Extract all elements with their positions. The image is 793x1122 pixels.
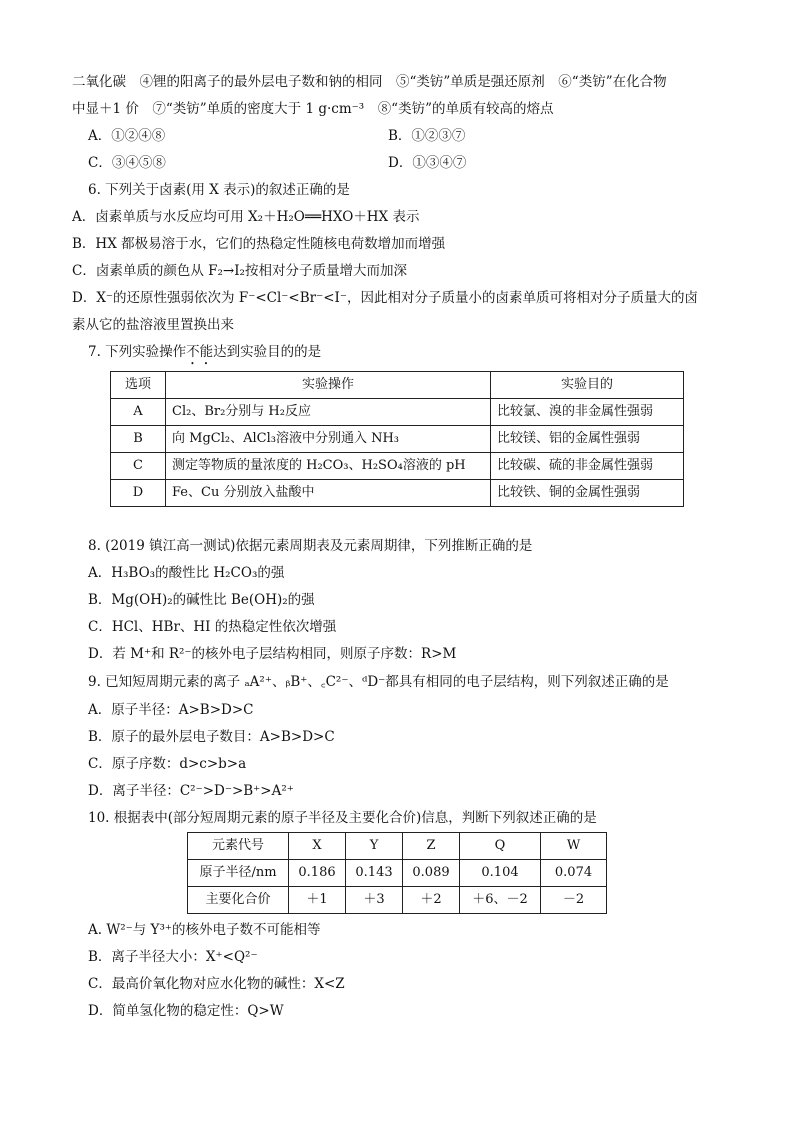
q10-option-d: D．简单氢化物的稳定性：Q>W (88, 1003, 284, 1019)
q6-option-d-line2: 素从它的盐溶液里置换出来 (72, 317, 234, 333)
q9-option-b: B．原子的最外层电子数目：A>B>D>C (88, 729, 335, 745)
q10-stem: 10. 根据表中(部分短周期元素的原子半径及主要化合价)信息，判断下列叙述正确的是 (88, 810, 597, 826)
q9-option-c: C．原子序数：d>c>b>a (88, 756, 247, 772)
q7-table-header (111, 372, 684, 399)
q7-header-option: 选项 (111, 372, 166, 399)
q10-valence-w: －2 (541, 887, 607, 914)
q7-header-purpose: 实验目的 (491, 372, 684, 399)
q7-stem-pre: 7. 下列实验操作 (88, 344, 187, 360)
q7-cell-operation: Cl₂、Br₂分别与 H₂反应 (166, 399, 491, 426)
q6-option-b: B．HX 都极易溶于水，它们的热稳定性随核电荷数增加而增强 (72, 236, 446, 252)
q6-stem: 6. 下列关于卤素(用 X 表示)的叙述正确的是 (88, 182, 350, 198)
q7-cell-option: D (111, 480, 166, 507)
q5-option-a: A．①②④⑧ (88, 128, 166, 144)
q10-radius-z: 0.089 (403, 860, 460, 887)
q7-stem-post: 达到实验目的的是 (213, 344, 322, 360)
q10-option-c: C．最高价氧化物对应水化物的碱性：X<Z (88, 976, 345, 992)
q10-option-a: A. W²⁻与 Y³⁺的核外电子数不可能相等 (88, 922, 321, 938)
q10-radius-y: 0.143 (346, 860, 403, 887)
q7-header-operation: 实验操作 (166, 372, 491, 399)
q8-option-a: A．H₃BO₃的酸性比 H₂CO₃的强 (88, 565, 285, 581)
q10-radius-x: 0.186 (289, 860, 346, 887)
q10-header-y: Y (346, 833, 403, 860)
q9-option-a: A．原子半径：A>B>D>C (88, 702, 254, 718)
q9-option-d: D．离子半径：C²⁻>D⁻>B⁺>A²⁺ (88, 783, 294, 799)
q10-header-x: X (289, 833, 346, 860)
q5-option-c: C．③④⑤⑧ (88, 155, 166, 171)
q10-radius-w: 0.074 (541, 860, 607, 887)
table-row (111, 426, 684, 453)
q8-option-c: C．HCl、HBr、HI 的热稳定性依次增强 (88, 619, 337, 635)
q7-table (110, 371, 684, 507)
q7-cell-operation: 测定等物质的量浓度的 H₂CO₃、H₂SO₄溶液的 pH (166, 453, 491, 480)
q6-option-c: C．卤素单质的颜色从 F₂→I₂按相对分子质量增大而加深 (72, 263, 407, 279)
q10-option-b: B．离子半径大小：X⁺<Q²⁻ (88, 949, 258, 965)
table-row (111, 399, 684, 426)
q10-table (187, 832, 607, 914)
q7-cell-option: C (111, 453, 166, 480)
q7-cell-operation: 向 MgCl₂、AlCl₃溶液中分别通入 NH₃ (166, 426, 491, 453)
q10-header-w: W (541, 833, 607, 860)
q7-stem (88, 342, 321, 368)
table-row (111, 480, 684, 507)
q7-cell-purpose: 比较氯、溴的非金属性强弱 (491, 399, 684, 426)
q5-option-d: D．①③④⑦ (388, 155, 467, 171)
q7-cell-purpose: 比较碳、硫的非金属性强弱 (491, 453, 684, 480)
q5-option-b: B．①②③⑦ (388, 128, 466, 144)
q10-radius-q: 0.104 (460, 860, 541, 887)
q5-line2: 中显＋1 价 ⑦“类钫”单质的密度大于 1 g·cm⁻³ ⑧“类钫”的单质有较高的熔点 (72, 101, 554, 117)
q7-cell-option: B (111, 426, 166, 453)
q10-valence-q: ＋6、－2 (460, 887, 541, 914)
q7-cell-purpose: 比较铁、铜的金属性强弱 (491, 480, 684, 507)
q7-stem-emphasis: 不能 (186, 344, 214, 360)
q10-header-code: 元素代号 (188, 833, 289, 860)
q10-header-q: Q (460, 833, 541, 860)
q10-radius-label: 原子半径/nm (188, 860, 289, 887)
q7-cell-purpose: 比较镁、铝的金属性强弱 (491, 426, 684, 453)
q10-valence-x: ＋1 (289, 887, 346, 914)
q10-valence-y: ＋3 (346, 887, 403, 914)
q7-cell-operation: Fe、Cu 分别放入盐酸中 (166, 480, 491, 507)
q7-cell-option: A (111, 399, 166, 426)
q6-option-a: A．卤素单质与水反应均可用 X₂＋H₂O══HXO＋HX 表示 (72, 209, 420, 225)
q10-valence-label: 主要化合价 (188, 887, 289, 914)
q9-stem: 9. 已知短周期元素的离子 ₐA²⁺、ᵦB⁺、꜀C²⁻、ᵈD⁻都具有相同的电子层结构，则下列叙述正确的是 (88, 674, 669, 690)
q5-line1: 二氧化碳 ④锂的阳离子的最外层电子数和钠的相同 ⑤“类钫”单质是强还原剂 ⑥“类钫”在化合物 (72, 74, 667, 90)
q10-table-header (188, 833, 607, 860)
q8-option-b: B．Mg(OH)₂的碱性比 Be(OH)₂的强 (88, 592, 315, 608)
q8-option-d: D．若 M⁺和 R²⁻的核外电子层结构相同，则原子序数：R>M (88, 646, 457, 662)
table-row (111, 453, 684, 480)
table-row (188, 887, 607, 914)
table-row (188, 860, 607, 887)
q10-valence-z: ＋2 (403, 887, 460, 914)
q10-header-z: Z (403, 833, 460, 860)
q6-option-d-line1: D．X⁻的还原性强弱依次为 F⁻<Cl⁻<Br⁻<I⁻，因此相对分子质量小的卤素单质可将相对分子质量大的卤 (72, 290, 699, 306)
q8-stem: 8. (2019 镇江高一测试)依据元素周期表及元素周期律，下列推断正确的是 (88, 538, 533, 554)
